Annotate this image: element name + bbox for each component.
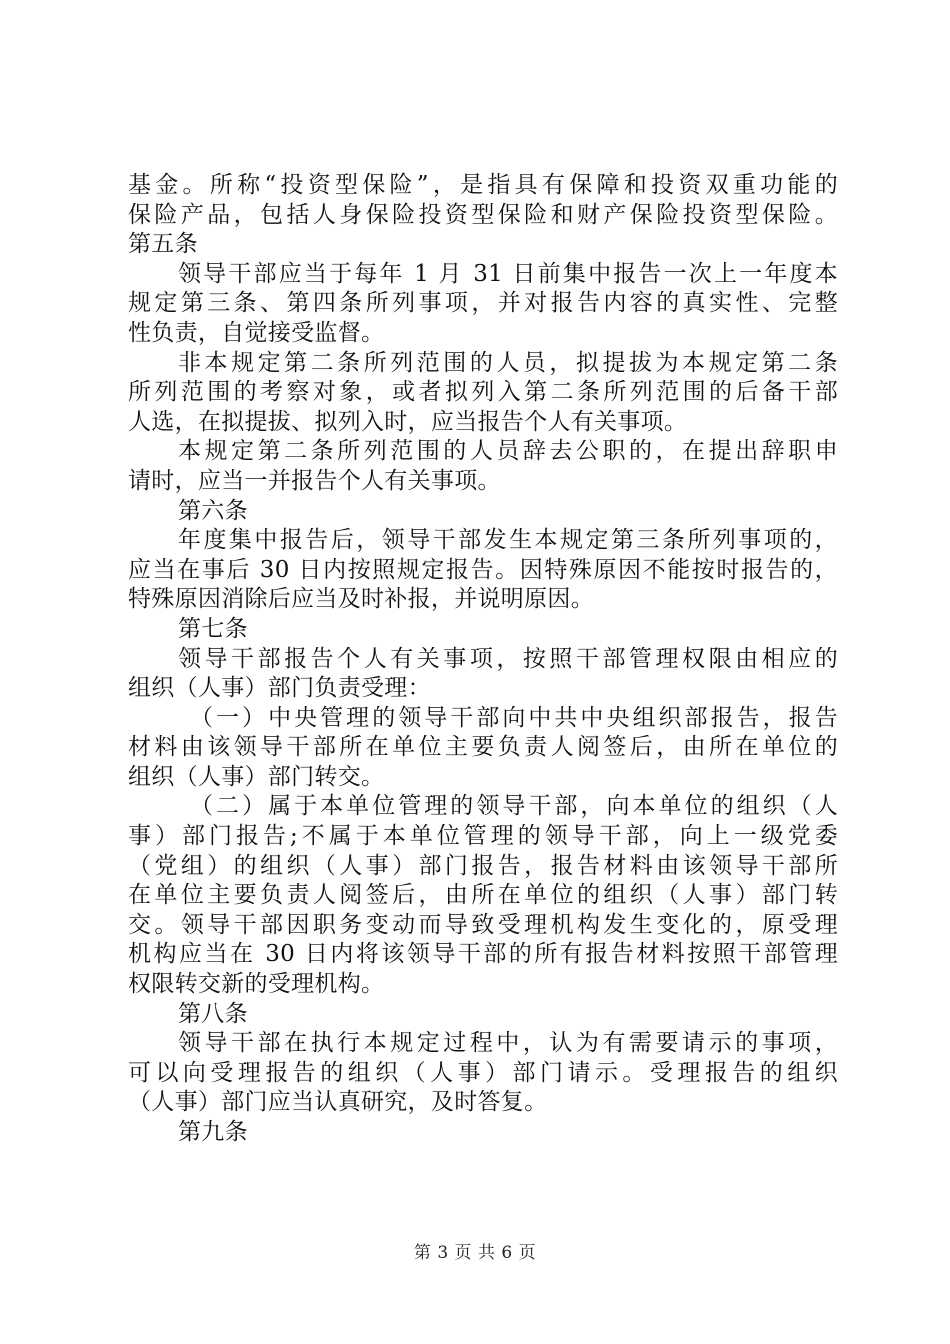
text-line: 材料由该领导干部所在单位主要负责人阅签后，由所在单位的: [128, 734, 838, 761]
text-line: 所列范围的考察对象，或者拟列入第二条所列范围的后备干部: [128, 379, 838, 406]
text-line: 第七条: [178, 615, 248, 642]
text-line: 领导干部应当于每年 1 月 31 日前集中报告一次上一年度本: [178, 260, 838, 287]
text-line: 交。领导干部因职务变动而导致受理机构发生变化的，原受理: [128, 911, 838, 938]
text-line: 第五条: [128, 231, 198, 258]
text-line: 保险产品，包括人身保险投资型保险和财产保险投资型保险。: [128, 201, 838, 228]
text-line: 第九条: [178, 1119, 248, 1145]
text-line: 年度集中报告后，领导干部发生本规定第三条所列事项的，: [178, 527, 838, 554]
text-line: 性负责，自觉接受监督。: [128, 319, 385, 346]
text-line: 组织（人事）部门负责受理：: [128, 675, 431, 702]
text-line: 请时，应当一并报告个人有关事项。: [128, 467, 501, 494]
text-line: 可以向受理报告的组织（人事）部门请示。受理报告的组织: [128, 1059, 838, 1086]
text-line: 应当在事后 30 日内按照规定报告。因特殊原因不能按时报告的，: [128, 556, 838, 583]
page-footer: 第 3 页 共 6 页: [413, 1243, 537, 1263]
text-line: 第六条: [178, 497, 248, 524]
text-line: 规定第三条、第四条所列事项，并对报告内容的真实性、完整: [128, 290, 838, 317]
text-line: 权限转交新的受理机构。: [128, 971, 385, 998]
text-line: 领导干部在执行本规定过程中，认为有需要请示的事项，: [178, 1030, 838, 1057]
text-line: 领导干部报告个人有关事项，按照干部管理权限由相应的: [178, 645, 838, 672]
text-line: （人事）部门应当认真研究，及时答复。: [128, 1089, 548, 1116]
document-body: [128, 171, 838, 1148]
text-line: 事）部门报告;不属于本单位管理的领导干部，向上一级党委: [128, 823, 838, 850]
text-line: （二）属于本单位管理的领导干部，向本单位的组织（人: [190, 793, 838, 820]
text-line: 机构应当在 30 日内将该领导干部的所有报告材料按照干部管理: [128, 941, 838, 968]
text-line: 在单位主要负责人阅签后，由所在单位的组织（人事）部门转: [128, 882, 838, 909]
text-line: （一）中央管理的领导干部向中共中央组织部报告，报告: [190, 704, 838, 731]
text-line: 非本规定第二条所列范围的人员，拟提拔为本规定第二条: [178, 349, 838, 376]
text-line: 本规定第二条所列范围的人员辞去公职的，在提出辞职申: [178, 438, 838, 465]
text-line: 人选，在拟提拔、拟列入时，应当报告个人有关事项。: [128, 408, 688, 435]
text-line: （党组）的组织（人事）部门报告，报告材料由该领导干部所: [128, 852, 838, 879]
text-line: 特殊原因消除后应当及时补报，并说明原因。: [128, 586, 594, 613]
text-line: 基金。所称“投资型保险”，是指具有保障和投资双重功能的: [128, 172, 838, 198]
text-line: 组织（人事）部门转交。: [128, 763, 385, 790]
text-line: 第八条: [178, 1000, 248, 1027]
